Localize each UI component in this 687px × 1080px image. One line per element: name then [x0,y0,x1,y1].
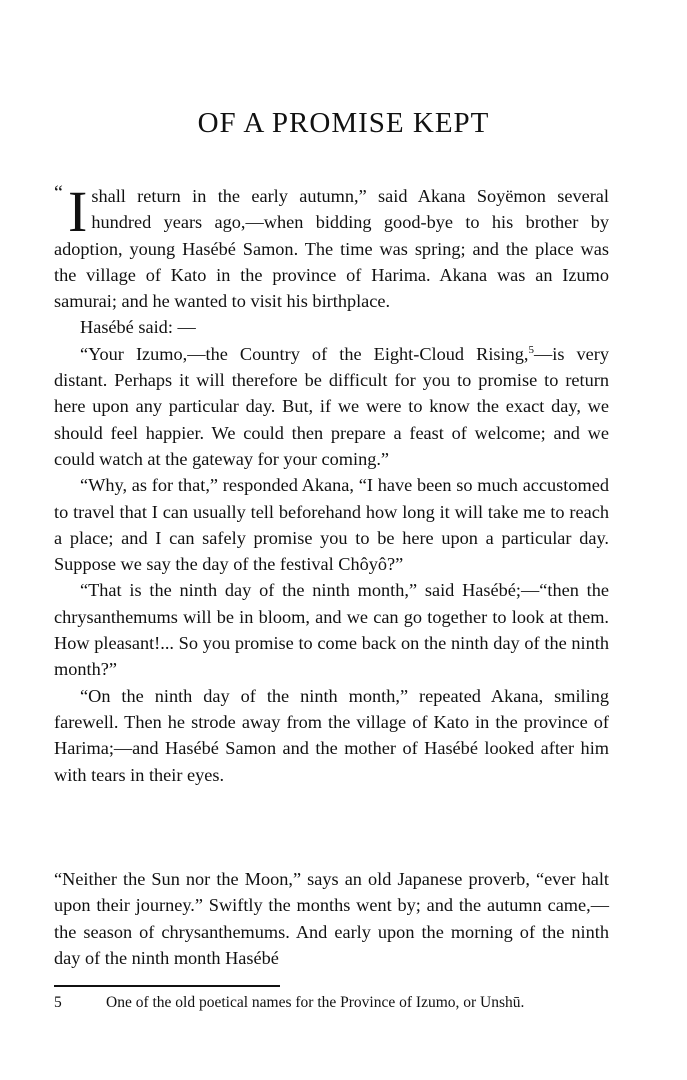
paragraph-izumo-after: —is very distant. Perhaps it will therefore be difficult for you to promise to return here upon any particular day. But, if we were to know the exact day, we should feel happier. We could then prepare a feast of welcome; and we could watch at the gateway for your coming.” [54,343,609,469]
footnote-reference[interactable]: 5 [528,343,534,356]
paragraph-why: “Why, as for that,” responded Akana, “I have been so much accustomed to travel that I can usually tell beforehand how long it will take me to reach a place; and I can safely promise you to be here upon a particular day. Suppose we say the day of the festival Chôyô?” [54,475,609,575]
paragraph-izumo [54,341,609,472]
paragraph-izumo-before: “Your Izumo,—the Country of the Eight-Cloud Rising, [80,343,529,364]
opening-quote-mark: “ [54,182,63,204]
paragraph-proverb: “Neither the Sun nor the Moon,” says an old Japanese proverb, “ever halt upon their journey.” Swiftly the months went by; and the autumn came,—the season of chrysanthemums. And early upon the morning of the ninth day of the ninth month Hasébé [54,869,609,968]
story-text-upper [54,179,609,788]
paragraph-ninth-day: “That is the ninth day of the ninth month,” said Hasébé;—“then the chrysanthemums will be in bloom, and we can go together to look at them. How pleasant!... So you promise to come back on the ninth day of the ninth month?” [54,580,609,680]
paragraph-repeated: “On the ninth day of the ninth month,” repeated Akana, smiling farewell. Then he strode away from the village of Kato in the province of Harima;—and Hasébé Samon and the mother of Hasébé looked after him with tears in their eyes. [54,685,609,785]
footnote-divider [54,985,280,987]
chapter-title: OF A PROMISE KEPT [197,107,490,139]
footnote [54,992,609,1014]
story-text-lower [54,866,609,971]
opening-paragraph-text: shall return in the early autumn,” said Akana Soyëmon several hundred years ago,—when bidding good-bye to his brother by adoption, young Hasébé Samon. The time was spring; and the place was the village of Kato in the province of Harima. Akana was an Izumo samurai; and he wanted to visit his birthplace. [54,186,609,312]
footnote-number: 5 [54,994,62,1011]
footnote-text: One of the old poetical names for the Province of Izumo, or Unshū. [106,994,525,1011]
paragraph-hasebe-said: Hasébé said: — [80,317,196,338]
opening-paragraph [54,179,609,314]
drop-cap: I [68,179,88,244]
